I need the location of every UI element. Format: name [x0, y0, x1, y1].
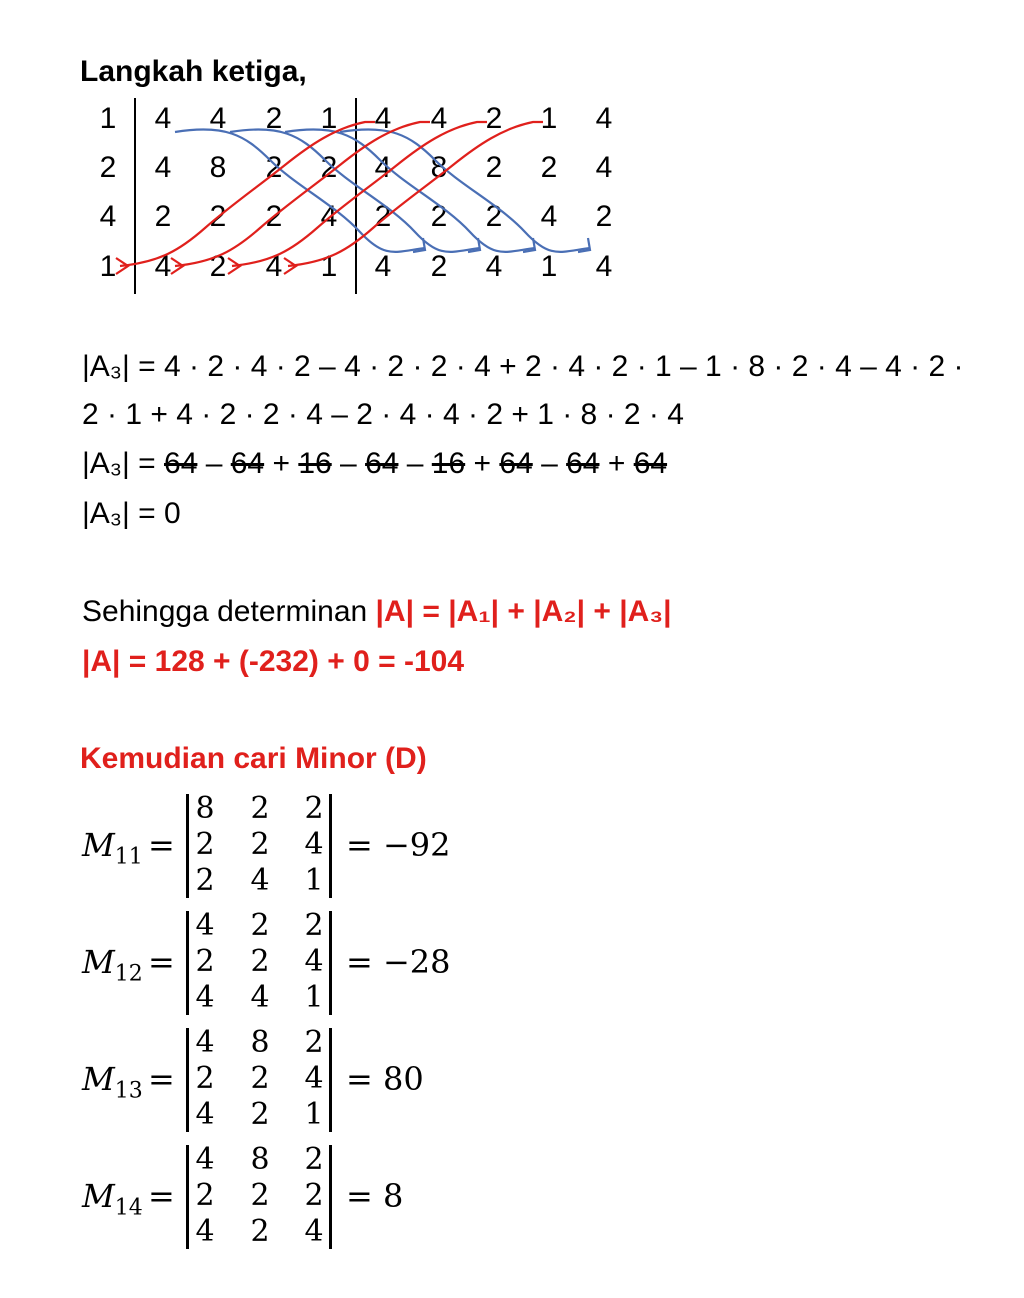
det-line-1: |A₃| = 4 · 2 · 4 · 2 – 4 · 2 · 2 · 4 + 2 · 4 · 2 · 1 – 1 · 8 · 2 · 4 – 4 · 2 · — [82, 350, 964, 383]
matrix-cell: 1 — [320, 102, 338, 135]
matrix-cell: 2 — [209, 200, 227, 233]
struck-term: 64 — [164, 447, 198, 480]
minor-cell: 2 — [304, 1178, 324, 1213]
minor-result: = 8 — [346, 1177, 404, 1215]
struck-term: 64 — [230, 447, 265, 480]
minor-cell: 1 — [304, 863, 324, 898]
struck-term: 16 — [298, 447, 332, 480]
matrix-cell: 4 — [595, 151, 613, 184]
minor-label — [82, 1060, 143, 1103]
matrix-cell: 2 — [485, 200, 503, 233]
page-heading: Langkah ketiga, — [80, 55, 307, 88]
minor-equals: = — [148, 826, 175, 864]
minor-cell: 2 — [195, 827, 215, 862]
struck-term: 64 — [499, 447, 533, 480]
summary-line — [82, 595, 672, 629]
red-diagonal-arrow — [120, 122, 375, 266]
term-operator: + — [465, 447, 500, 480]
red-diagonal-arrow — [175, 122, 430, 266]
term-operator: – — [398, 447, 432, 480]
matrix-first-col-cell: 4 — [99, 200, 117, 233]
minor-cell: 2 — [250, 1214, 270, 1249]
matrix-cell: 2 — [595, 200, 613, 233]
matrix-cell: 1 — [540, 102, 558, 135]
matrix-cell: 4 — [209, 102, 227, 135]
minor-cell: 2 — [250, 827, 270, 862]
matrix-first-col-cell: 1 — [99, 250, 117, 283]
minor-cell: 1 — [304, 1097, 324, 1132]
matrix-cell: 2 — [430, 250, 448, 283]
matrix-cell: 4 — [485, 250, 503, 283]
det-line-4: |A₃| = 0 — [82, 497, 181, 530]
minor-equals: = — [148, 1177, 175, 1215]
minor-result: = 80 — [346, 1060, 424, 1098]
matrix-cell: 4 — [154, 151, 172, 184]
minor-cell: 4 — [195, 1097, 215, 1132]
minor-cell: 2 — [250, 944, 270, 979]
minor-cell: 4 — [250, 980, 270, 1015]
diagonal-arrows — [0, 0, 1024, 300]
matrix-cell: 4 — [595, 250, 613, 283]
matrix-cell: 2 — [485, 102, 503, 135]
det-line-3-prefix: |A₃| = — [82, 447, 165, 480]
matrix-cell: 4 — [154, 102, 172, 135]
matrix-cell: 2 — [485, 151, 503, 184]
blue-diagonal-arrow — [230, 129, 480, 251]
struck-term: 64 — [365, 447, 399, 480]
minor-cell: 8 — [195, 791, 215, 826]
blue-diagonal-arrow — [285, 129, 535, 251]
term-operator: + — [264, 447, 299, 480]
minor-label-letter: M — [82, 1177, 115, 1215]
minor-cell: 2 — [195, 1061, 215, 1096]
matrix-cell: 2 — [209, 250, 227, 283]
minor-cell: 2 — [304, 908, 324, 943]
minor-label-letter: M — [82, 826, 115, 864]
minor-cell: 1 — [304, 980, 324, 1015]
minor-label — [82, 826, 143, 869]
matrix-cell: 2 — [265, 151, 283, 184]
matrix-cell: 2 — [320, 151, 338, 184]
minor-result: = −92 — [346, 826, 451, 864]
minor-cell: 4 — [304, 944, 324, 979]
matrix-first-col-cell: 1 — [99, 102, 117, 135]
minor-equals: = — [148, 943, 175, 981]
matrix-cell: 4 — [374, 250, 392, 283]
minor-heading: Kemudian cari Minor (D) — [80, 742, 427, 775]
matrix-cell: 4 — [595, 102, 613, 135]
matrix-cell: 8 — [430, 151, 448, 184]
minor-cell: 4 — [195, 980, 215, 1015]
summary-formula: |A| = |A₁| + |A₂| + |A₃| — [375, 595, 672, 628]
matrix-cell: 4 — [374, 102, 392, 135]
minor-cell: 4 — [304, 1214, 324, 1249]
matrix-cell: 2 — [154, 200, 172, 233]
matrix-cell: 4 — [320, 200, 338, 233]
det-line-3 — [82, 447, 667, 481]
minor-cell: 2 — [195, 944, 215, 979]
minor-label-subscript: 14 — [114, 1195, 143, 1221]
matrix-cell: 2 — [374, 200, 392, 233]
blue-diagonal-arrow — [340, 129, 590, 251]
minor-cell: 2 — [250, 791, 270, 826]
minor-cell: 2 — [250, 1061, 270, 1096]
struck-term: 64 — [566, 447, 600, 480]
term-operator: – — [532, 447, 567, 480]
sarrus-matrix — [0, 0, 1024, 300]
matrix-cell: 4 — [154, 250, 172, 283]
matrix-cell: 2 — [265, 200, 283, 233]
term-operator: – — [197, 447, 231, 480]
summary-result: |A| = 128 + (-232) + 0 = -104 — [82, 645, 465, 678]
summary-prefix: Sehingga determinan — [82, 595, 376, 628]
det-line-2: 2 · 1 + 4 · 2 · 2 · 4 – 2 · 4 · 4 · 2 + 1 · 8 · 2 · 4 — [82, 398, 684, 431]
minor-cell: 2 — [250, 908, 270, 943]
minor-cell: 2 — [304, 1025, 324, 1060]
term-operator: – — [331, 447, 366, 480]
minor-label-subscript: 13 — [114, 1078, 143, 1104]
struck-term: 64 — [633, 447, 668, 480]
matrix-cell: 2 — [430, 200, 448, 233]
minor-cell: 2 — [250, 1097, 270, 1132]
struck-term: 16 — [431, 447, 466, 480]
minor-label-subscript: 11 — [114, 844, 143, 870]
minor-cell: 2 — [195, 1178, 215, 1213]
matrix-cell: 2 — [265, 102, 283, 135]
matrix-cell: 4 — [374, 151, 392, 184]
matrix-cell: 4 — [540, 200, 558, 233]
matrix-cell: 2 — [540, 151, 558, 184]
matrix-cell: 8 — [209, 151, 227, 184]
matrix-cell: 4 — [430, 102, 448, 135]
minor-cell: 4 — [250, 863, 270, 898]
minor-cell: 4 — [195, 1142, 215, 1177]
minor-label-letter: M — [82, 1060, 115, 1098]
minor-cell: 4 — [195, 1025, 215, 1060]
minor-cell: 4 — [304, 827, 324, 862]
minor-label — [82, 1177, 143, 1220]
minor-label — [82, 943, 143, 986]
minor-cell: 4 — [195, 908, 215, 943]
minor-cell: 2 — [304, 791, 324, 826]
matrix-cell: 1 — [320, 250, 338, 283]
minor-cell: 4 — [195, 1214, 215, 1249]
matrix-cell: 4 — [265, 250, 283, 283]
minor-cell: 2 — [304, 1142, 324, 1177]
minor-equals: = — [148, 1060, 175, 1098]
minor-cell: 2 — [250, 1178, 270, 1213]
matrix-first-col-cell: 2 — [99, 151, 117, 184]
term-operator: + — [599, 447, 634, 480]
minor-cell: 4 — [304, 1061, 324, 1096]
matrix-cell: 1 — [540, 250, 558, 283]
minor-cell: 2 — [195, 863, 215, 898]
minor-label-subscript: 12 — [114, 961, 143, 987]
minor-result: = −28 — [346, 943, 451, 981]
minor-cell: 8 — [250, 1142, 270, 1177]
minor-label-letter: M — [82, 943, 115, 981]
minor-cell: 8 — [250, 1025, 270, 1060]
blue-diagonal-arrow — [175, 129, 425, 251]
